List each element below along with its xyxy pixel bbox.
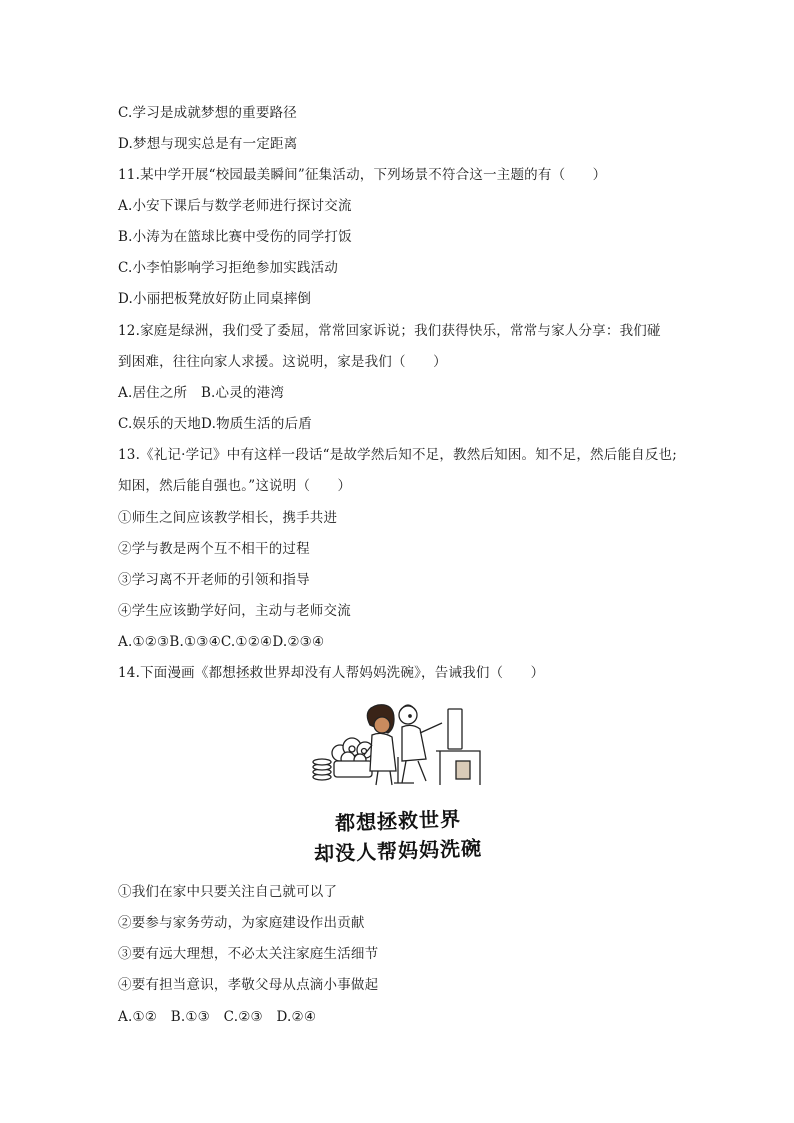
statement-13-3: ③学习离不开老师的引领和指导 <box>118 572 310 588</box>
option-10d: D.梦想与现实总是有一定距离 <box>118 136 298 152</box>
statement-13-2: ②学与教是两个互不相干的过程 <box>118 541 310 557</box>
options-14: A.①② B.①③ C.②③ D.②④ <box>118 1009 317 1025</box>
option-10c: C.学习是成就梦想的重要路径 <box>118 105 297 121</box>
options-12-ab: A.居住之所 B.心灵的港湾 <box>118 385 285 401</box>
statement-13-4: ④学生应该勤学好问，主动与老师交流 <box>118 603 351 619</box>
statement-14-1: ①我们在家中只要关注自己就可以了 <box>118 884 338 900</box>
statement-14-3: ③要有远大理想，不必太关注家庭生活细节 <box>118 946 379 962</box>
options-13: A.①②③B.①③④C.①②④D.②③④ <box>118 634 325 650</box>
soap-foam-icon <box>332 738 373 777</box>
cartoon-figure <box>308 695 488 865</box>
question-13-line2: 知困，然后能自强也。”这说明（ ） <box>118 478 352 494</box>
question-11: 11.某中学开展“校园最美瞬间”征集活动，下列场景不符合这一主题的有（ ） <box>118 167 607 183</box>
option-11b: B.小涛为在篮球比赛中受伤的同学打饭 <box>118 229 352 245</box>
option-11d: D.小丽把板凳放好防止同桌摔倒 <box>118 291 312 307</box>
cartoon-illustration <box>308 695 488 795</box>
option-11c: C.小李怕影响学习拒绝参加实践活动 <box>118 260 339 276</box>
option-11a: A.小安下课后与数学老师进行探讨交流 <box>118 198 352 214</box>
dish-stack-icon <box>313 759 331 780</box>
statement-13-1: ①师生之间应该教学相长，携手共进 <box>118 510 338 526</box>
question-14: 14.下面漫画《都想拯救世界却没有人帮妈妈洗碗》，告诫我们（ ） <box>118 665 545 681</box>
computer-desk-icon <box>436 709 480 785</box>
question-12-line1: 12.家庭是绿洲，我们受了委屈，常常回家诉说；我们获得快乐，常常与家人分享：我们碰 <box>118 323 661 339</box>
statement-14-2: ②要参与家务劳动，为家庭建设作出贡献 <box>118 915 365 931</box>
statement-14-4: ④要有担当意识，孝敬父母从点滴小事做起 <box>118 977 379 993</box>
question-13-line1: 13.《礼记·学记》中有这样一段话“是故学然后知不足，教然后知困。知不足，然后能自反也; <box>118 447 678 463</box>
question-12-line2: 到困难，往往向家人求援。这说明，家是我们（ ） <box>118 354 447 370</box>
man-figure-icon <box>394 705 442 783</box>
options-12-cd: C.娱乐的天地D.物质生活的后盾 <box>118 416 312 432</box>
cartoon-caption-line2: 却没人帮妈妈洗碗 <box>313 836 483 866</box>
cartoon-caption-line1: 都想拯救世界 <box>334 806 462 836</box>
